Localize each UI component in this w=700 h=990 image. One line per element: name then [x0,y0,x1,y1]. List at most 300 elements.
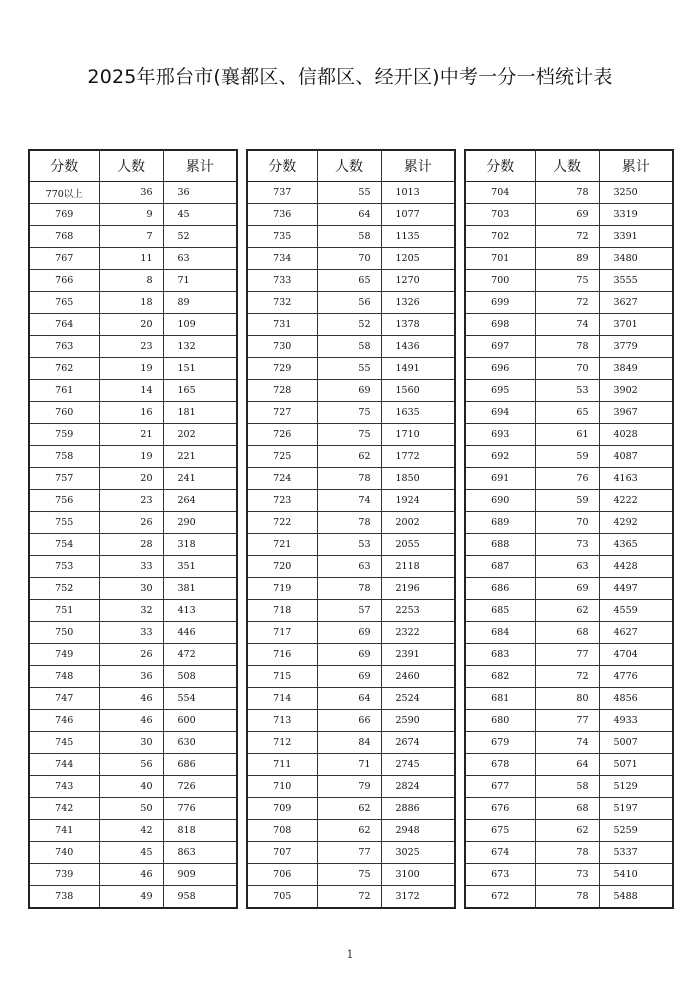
count-cell: 50 [99,798,163,820]
cumulative-cell: 1077 [381,204,455,226]
count-cell: 49 [99,886,163,909]
score-cell: 681 [465,688,535,710]
table-row [29,226,237,248]
score-cell: 727 [247,402,317,424]
count-cell: 73 [535,864,599,886]
table-row [247,776,455,798]
cumulative-cell: 5197 [599,798,673,820]
cumulative-cell: 151 [163,358,237,380]
table-row [465,644,673,666]
cumulative-cell: 1560 [381,380,455,402]
score-cell: 707 [247,842,317,864]
score-cell: 673 [465,864,535,886]
cumulative-cell: 3319 [599,204,673,226]
score-cell: 735 [247,226,317,248]
count-cell: 63 [535,556,599,578]
score-cell: 706 [247,864,317,886]
count-cell: 80 [535,688,599,710]
cumulative-cell: 264 [163,490,237,512]
count-cell: 73 [535,534,599,556]
score-cell: 746 [29,710,99,732]
count-cell: 62 [535,600,599,622]
table-row [247,820,455,842]
table-row [465,182,673,204]
table-row [29,710,237,732]
table-row [29,182,237,204]
table-row [29,402,237,424]
count-cell: 55 [317,358,381,380]
table-row [247,314,455,336]
count-cell: 62 [317,798,381,820]
table-row [29,622,237,644]
count-cell: 78 [317,578,381,600]
cumulative-cell: 3100 [381,864,455,886]
score-cell: 751 [29,600,99,622]
table-row [465,710,673,732]
score-cell: 752 [29,578,99,600]
cumulative-cell: 5488 [599,886,673,909]
table-row [247,292,455,314]
count-cell: 64 [317,688,381,710]
score-cell: 748 [29,666,99,688]
score-cell: 736 [247,204,317,226]
score-cell: 675 [465,820,535,842]
table-row [465,622,673,644]
table-row [465,446,673,468]
table-row [465,358,673,380]
table-row [29,644,237,666]
table-row [247,600,455,622]
table-row [247,710,455,732]
count-cell: 70 [535,358,599,380]
count-cell: 78 [535,336,599,358]
table-row [247,666,455,688]
table-row [465,578,673,600]
table-row [247,864,455,886]
score-cell: 733 [247,270,317,292]
score-cell: 683 [465,644,535,666]
score-cell: 764 [29,314,99,336]
table-row [247,578,455,600]
table-row [465,314,673,336]
score-cell: 743 [29,776,99,798]
cumulative-cell: 2253 [381,600,455,622]
score-cell: 758 [29,446,99,468]
score-cell: 713 [247,710,317,732]
score-cell: 726 [247,424,317,446]
count-cell: 28 [99,534,163,556]
cumulative-cell: 1378 [381,314,455,336]
score-cell: 722 [247,512,317,534]
table-row [247,732,455,754]
cumulative-cell: 4559 [599,600,673,622]
table-row [29,534,237,556]
count-cell: 52 [317,314,381,336]
score-cell: 747 [29,688,99,710]
score-cell: 718 [247,600,317,622]
count-cell: 72 [317,886,381,909]
cumulative-cell: 4028 [599,424,673,446]
cumulative-cell: 1772 [381,446,455,468]
table-row [465,732,673,754]
cumulative-cell: 958 [163,886,237,909]
score-cell: 710 [247,776,317,798]
score-cell: 709 [247,798,317,820]
table-row [247,842,455,864]
cumulative-cell: 4627 [599,622,673,644]
table-row [29,204,237,226]
count-cell: 78 [317,512,381,534]
cumulative-cell: 5259 [599,820,673,842]
table-row [247,336,455,358]
score-cell: 720 [247,556,317,578]
count-cell: 46 [99,688,163,710]
score-cell: 677 [465,776,535,798]
count-cell: 78 [535,886,599,909]
table-row [29,732,237,754]
table-header-row [465,150,673,182]
score-cell: 753 [29,556,99,578]
count-cell: 16 [99,402,163,424]
table-row [247,556,455,578]
score-cell: 734 [247,248,317,270]
table-row [247,204,455,226]
score-cell: 754 [29,534,99,556]
page-title: 2025年邢台市(襄都区、信都区、经开区)中考一分一档统计表 [87,66,613,88]
table-row [247,248,455,270]
table-row [465,336,673,358]
table-row [29,798,237,820]
score-cell: 740 [29,842,99,864]
count-cell: 78 [535,182,599,204]
score-cell: 763 [29,336,99,358]
cumulative-cell: 3391 [599,226,673,248]
score-cell: 739 [29,864,99,886]
cumulative-cell: 4933 [599,710,673,732]
table-row [29,776,237,798]
cumulative-cell: 1635 [381,402,455,424]
score-cell: 676 [465,798,535,820]
count-cell: 89 [535,248,599,270]
table-row [29,336,237,358]
score-table-1 [28,149,238,909]
count-cell: 77 [535,710,599,732]
score-cell: 770以上 [29,182,99,204]
cumulative-cell: 2460 [381,666,455,688]
count-cell: 36 [99,182,163,204]
count-cell: 70 [535,512,599,534]
count-cell: 56 [99,754,163,776]
score-cell: 745 [29,732,99,754]
table-row [29,490,237,512]
score-cell: 749 [29,644,99,666]
cumulative-cell: 2322 [381,622,455,644]
score-cell: 731 [247,314,317,336]
count-cell: 72 [535,292,599,314]
table-row [465,688,673,710]
cumulative-cell: 1710 [381,424,455,446]
cumulative-cell: 290 [163,512,237,534]
table-row [29,754,237,776]
cumulative-cell: 2196 [381,578,455,600]
score-cell: 759 [29,424,99,446]
score-cell: 685 [465,600,535,622]
score-cell: 715 [247,666,317,688]
count-cell: 40 [99,776,163,798]
score-cell: 712 [247,732,317,754]
header-cumulative: 累计 [599,150,673,182]
table-row [29,886,237,909]
table-row [247,534,455,556]
count-cell: 69 [317,622,381,644]
cumulative-cell: 3902 [599,380,673,402]
cumulative-cell: 2886 [381,798,455,820]
cumulative-cell: 2002 [381,512,455,534]
table-row [29,270,237,292]
count-cell: 75 [317,864,381,886]
header-score: 分数 [29,150,99,182]
table-row [29,842,237,864]
cumulative-cell: 4292 [599,512,673,534]
count-cell: 77 [535,644,599,666]
count-cell: 33 [99,622,163,644]
cumulative-cell: 3172 [381,886,455,909]
count-cell: 79 [317,776,381,798]
header-count: 人数 [99,150,163,182]
count-cell: 58 [317,226,381,248]
score-cell: 714 [247,688,317,710]
cumulative-cell: 4776 [599,666,673,688]
cumulative-cell: 351 [163,556,237,578]
count-cell: 77 [317,842,381,864]
score-table-2 [246,149,456,909]
cumulative-cell: 2118 [381,556,455,578]
count-cell: 45 [99,842,163,864]
score-cell: 703 [465,204,535,226]
cumulative-cell: 221 [163,446,237,468]
table-row [465,864,673,886]
cumulative-cell: 3555 [599,270,673,292]
table-row [247,468,455,490]
table-row [29,688,237,710]
cumulative-cell: 3250 [599,182,673,204]
table-row [247,358,455,380]
score-cell: 756 [29,490,99,512]
cumulative-cell: 4856 [599,688,673,710]
score-cell: 737 [247,182,317,204]
table-row [465,402,673,424]
score-cell: 761 [29,380,99,402]
table-row [247,226,455,248]
score-cell: 728 [247,380,317,402]
table-row [29,314,237,336]
count-cell: 69 [535,578,599,600]
count-cell: 42 [99,820,163,842]
table-row [29,600,237,622]
count-cell: 69 [317,644,381,666]
cumulative-cell: 381 [163,578,237,600]
header-count: 人数 [535,150,599,182]
count-cell: 26 [99,512,163,534]
cumulative-cell: 2948 [381,820,455,842]
cumulative-cell: 2824 [381,776,455,798]
cumulative-cell: 4087 [599,446,673,468]
cumulative-cell: 1205 [381,248,455,270]
table-row [29,512,237,534]
header-count: 人数 [317,150,381,182]
score-cell: 674 [465,842,535,864]
header-score: 分数 [247,150,317,182]
count-cell: 63 [317,556,381,578]
table-row [247,270,455,292]
table-row [465,226,673,248]
score-cell: 750 [29,622,99,644]
count-cell: 58 [317,336,381,358]
table-row [465,248,673,270]
score-cell: 769 [29,204,99,226]
score-cell: 760 [29,402,99,424]
cumulative-cell: 472 [163,644,237,666]
table-row [465,886,673,909]
cumulative-cell: 3701 [599,314,673,336]
cumulative-cell: 52 [163,226,237,248]
score-table-3 [464,149,674,909]
count-cell: 69 [535,204,599,226]
cumulative-cell: 1270 [381,270,455,292]
cumulative-cell: 630 [163,732,237,754]
cumulative-cell: 2524 [381,688,455,710]
table-row [465,754,673,776]
cumulative-cell: 4222 [599,490,673,512]
count-cell: 65 [535,402,599,424]
score-cell: 687 [465,556,535,578]
score-cell: 767 [29,248,99,270]
cumulative-cell: 818 [163,820,237,842]
table-row [465,424,673,446]
score-cell: 705 [247,886,317,909]
table-row [247,754,455,776]
score-cell: 696 [465,358,535,380]
cumulative-cell: 71 [163,270,237,292]
table-row [465,600,673,622]
count-cell: 64 [317,204,381,226]
score-cell: 701 [465,248,535,270]
table-row [247,886,455,909]
cumulative-cell: 413 [163,600,237,622]
table-row [247,622,455,644]
table-row [29,248,237,270]
count-cell: 59 [535,446,599,468]
table-row [29,380,237,402]
cumulative-cell: 4365 [599,534,673,556]
cumulative-cell: 446 [163,622,237,644]
count-cell: 78 [535,842,599,864]
cumulative-cell: 3025 [381,842,455,864]
score-cell: 698 [465,314,535,336]
table-row [247,688,455,710]
cumulative-cell: 5410 [599,864,673,886]
count-cell: 19 [99,358,163,380]
score-cell: 719 [247,578,317,600]
score-cell: 732 [247,292,317,314]
cumulative-cell: 2590 [381,710,455,732]
score-cell: 679 [465,732,535,754]
table-row [29,468,237,490]
cumulative-cell: 45 [163,204,237,226]
cumulative-cell: 1135 [381,226,455,248]
score-cell: 755 [29,512,99,534]
cumulative-cell: 4163 [599,468,673,490]
table-row [29,556,237,578]
count-cell: 53 [535,380,599,402]
cumulative-cell: 1850 [381,468,455,490]
cumulative-cell: 2745 [381,754,455,776]
count-cell: 57 [317,600,381,622]
score-cell: 730 [247,336,317,358]
table-row [247,512,455,534]
score-cell: 766 [29,270,99,292]
score-cell: 742 [29,798,99,820]
page-number: 1 [346,948,354,961]
count-cell: 8 [99,270,163,292]
cumulative-cell: 36 [163,182,237,204]
count-cell: 75 [317,402,381,424]
cumulative-cell: 2391 [381,644,455,666]
count-cell: 76 [535,468,599,490]
cumulative-cell: 3967 [599,402,673,424]
table-row [247,424,455,446]
table-row [29,358,237,380]
score-cell: 725 [247,446,317,468]
cumulative-cell: 508 [163,666,237,688]
score-cell: 686 [465,578,535,600]
score-cell: 684 [465,622,535,644]
count-cell: 72 [535,226,599,248]
score-cell: 738 [29,886,99,909]
table-row [247,446,455,468]
table-row [247,182,455,204]
score-cell: 723 [247,490,317,512]
score-cell: 690 [465,490,535,512]
count-cell: 36 [99,666,163,688]
cumulative-cell: 4704 [599,644,673,666]
header-score: 分数 [465,150,535,182]
cumulative-cell: 2055 [381,534,455,556]
table-row [465,534,673,556]
cumulative-cell: 600 [163,710,237,732]
score-cell: 716 [247,644,317,666]
count-cell: 30 [99,578,163,600]
count-cell: 55 [317,182,381,204]
score-cell: 717 [247,622,317,644]
table-row [29,666,237,688]
cumulative-cell: 554 [163,688,237,710]
cumulative-cell: 241 [163,468,237,490]
table-row [247,490,455,512]
score-cell: 700 [465,270,535,292]
score-cell: 762 [29,358,99,380]
score-cell: 672 [465,886,535,909]
score-cell: 757 [29,468,99,490]
cumulative-cell: 1924 [381,490,455,512]
count-cell: 84 [317,732,381,754]
score-cell: 692 [465,446,535,468]
count-cell: 71 [317,754,381,776]
count-cell: 64 [535,754,599,776]
header-cumulative: 累计 [163,150,237,182]
score-cell: 721 [247,534,317,556]
count-cell: 62 [535,820,599,842]
